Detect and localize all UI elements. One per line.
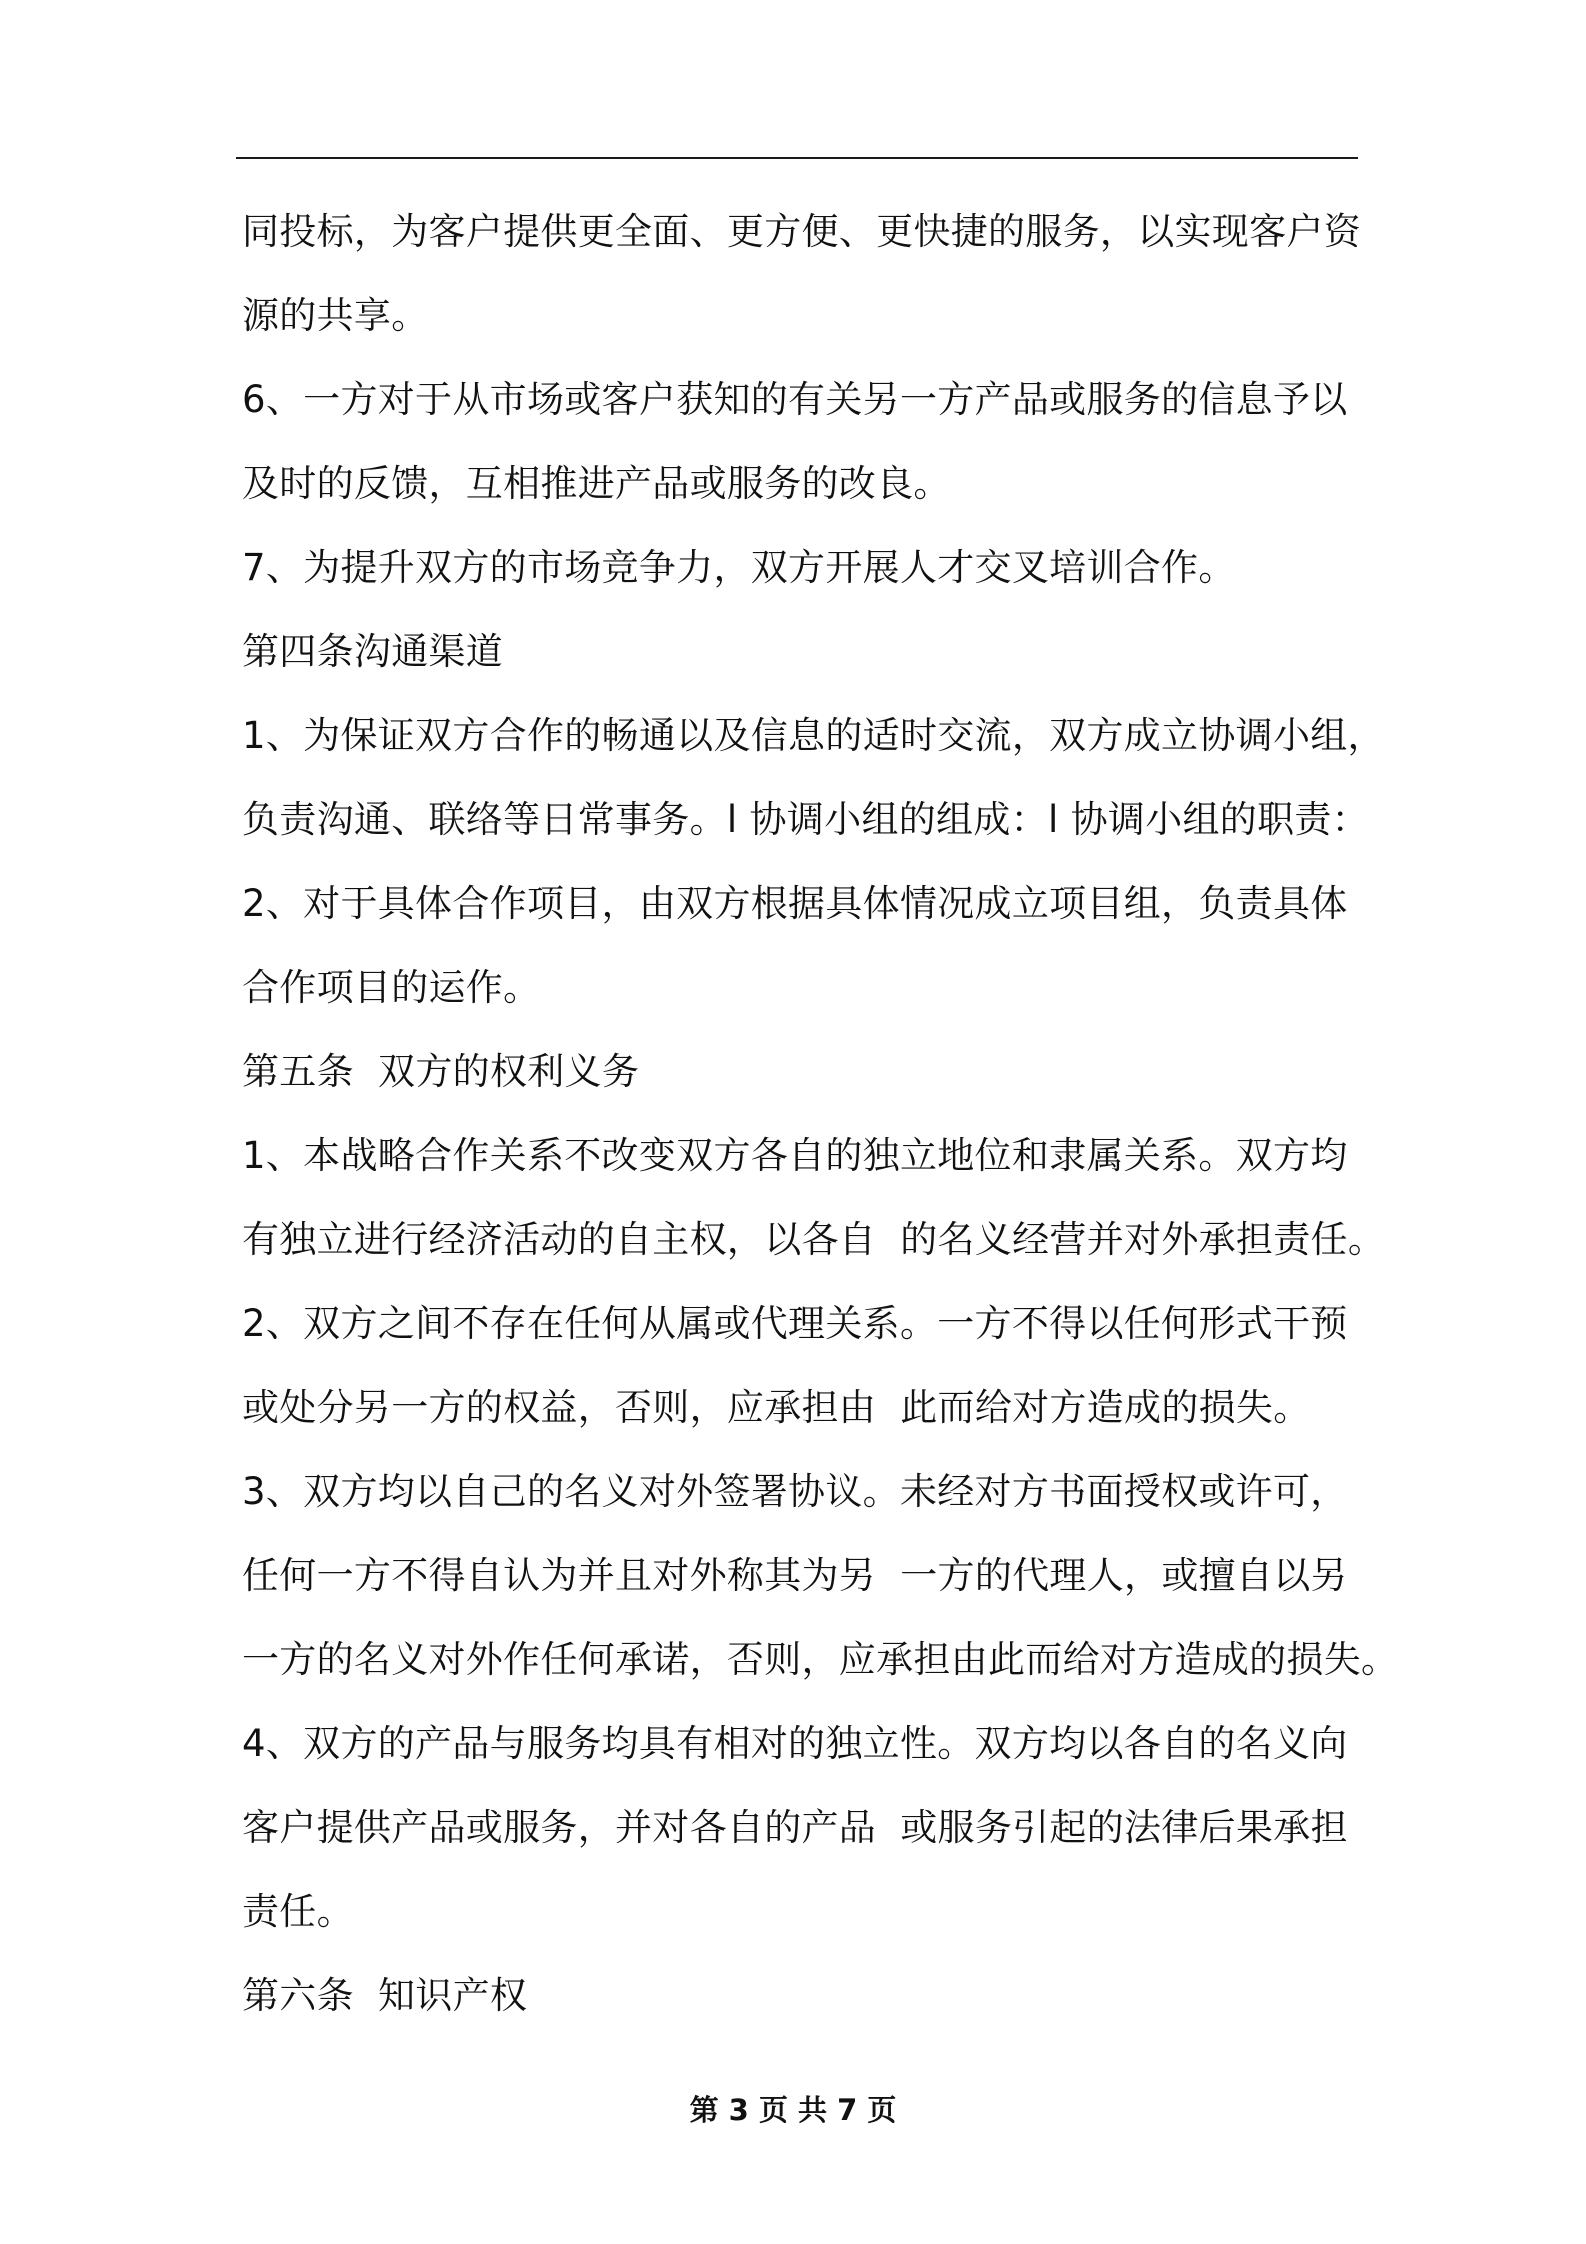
text-line: 及时的反馈，互相推进产品或服务的改良。 bbox=[242, 462, 951, 505]
text-line: 2、对于具体合作项目，由双方根据具体情况成立项目组，负责具体 bbox=[242, 882, 1348, 925]
text-line: 负责沟通、联络等日常事务。l 协调小组的组成：l 协调小组的职责： bbox=[242, 798, 1369, 841]
page-number: 第 3 页 共 7 页 bbox=[689, 2093, 897, 2127]
text-line: 6、一方对于从市场或客户获知的有关另一方产品或服务的信息予以 bbox=[242, 378, 1348, 421]
section-heading: 第四条沟通渠道 bbox=[242, 630, 504, 673]
text-line: 1、本战略合作关系不改变双方各自的独立地位和隶属关系。双方均 bbox=[242, 1134, 1348, 1177]
text-line: 同投标，为客户提供更全面、更方便、更快捷的服务，以实现客户资 bbox=[242, 210, 1361, 253]
text-line: 源的共享。 bbox=[242, 294, 429, 337]
text-line: 7、为提升双方的市场竞争力，双方开展人才交叉培训合作。 bbox=[242, 546, 1236, 589]
text-line: 有独立进行经济活动的自主权，以各自 的名义经营并对外承担责任。 bbox=[242, 1218, 1386, 1261]
text-line: 3、双方均以自己的名义对外签署协议。未经对方书面授权或许可， bbox=[242, 1470, 1348, 1513]
header-rule bbox=[236, 157, 1358, 159]
section-heading: 第六条 知识产权 bbox=[242, 1974, 528, 2017]
text-line: 客户提供产品或服务，并对各自的产品 或服务引起的法律后果承担 bbox=[242, 1806, 1348, 1849]
document-body bbox=[242, 190, 1399, 2038]
text-line: 一方的名义对外作任何承诺，否则，应承担由此而给对方造成的损失。 bbox=[242, 1638, 1399, 1681]
text-line: 责任。 bbox=[242, 1890, 354, 1933]
section-heading: 第五条 双方的权利义务 bbox=[242, 1050, 640, 1093]
text-line: 2、双方之间不存在任何从属或代理关系。一方不得以任何形式干预 bbox=[242, 1302, 1348, 1345]
text-line: 任何一方不得自认为并且对外称其为另 一方的代理人，或擅自以另 bbox=[242, 1554, 1348, 1597]
text-line: 或处分另一方的权益，否则，应承担由 此而给对方造成的损失。 bbox=[242, 1386, 1311, 1429]
text-line: 合作项目的运作。 bbox=[242, 966, 541, 1009]
text-line: 1、为保证双方合作的畅通以及信息的适时交流，双方成立协调小组， bbox=[242, 714, 1385, 757]
text-line: 4、双方的产品与服务均具有相对的独立性。双方均以各自的名义向 bbox=[242, 1722, 1348, 1765]
